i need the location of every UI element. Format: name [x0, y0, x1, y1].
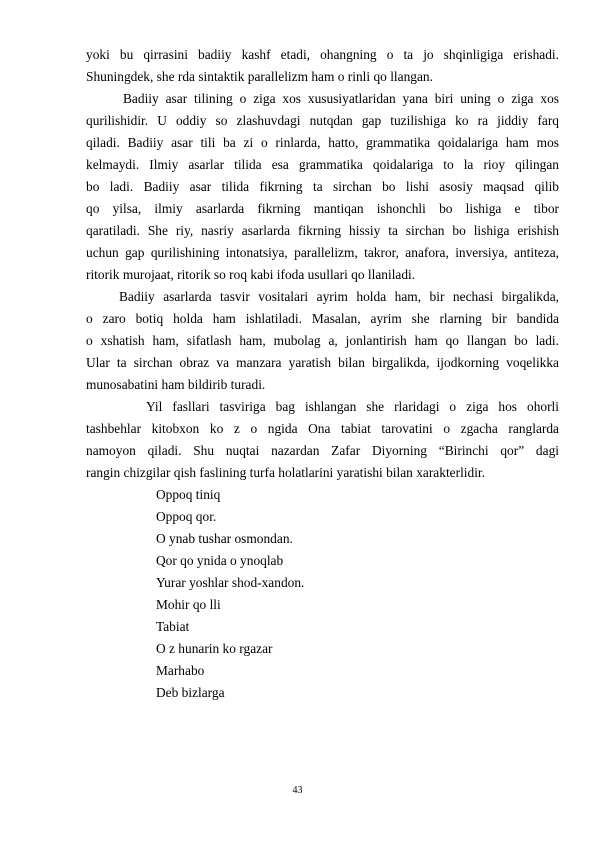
poem-line: Mohir qo lli — [156, 597, 221, 612]
poem-line: Qor qo ynida o ynoqlab — [156, 553, 284, 568]
text-line: yoki bu qirrasini badiiy kashf etadi, ohangning o ta jo shqinligiga erishadi. — [86, 47, 559, 62]
text-line: o xshatish ham, sifatlash ham, mubolag a, jonlantirish ham qo llangan bo ladi. — [86, 333, 559, 348]
text-line: tashbehlar kitobxon ko z o ngida Ona tabiat tarovatini o zgacha ranglarda — [86, 421, 559, 436]
text-line: Ular ta sirchan obraz va manzara yaratish bilan birgalikda, ijodkorning voqelikka — [86, 355, 559, 370]
poem-line: O ynab tushar osmondan. — [156, 531, 293, 546]
text-line: o zaro botiq holda ham ishlatiladi. Masalan, ayrim she rlarning bir bandida — [86, 311, 559, 326]
paragraph-start: Badiiy asarlarda tasvir vositalari ayrim holda ham, bir nechasi birgalikda, — [119, 289, 559, 304]
paragraph-start: Yil fasllari tasviriga bag ishlangan she rlaridagi o ziga hos ohorli — [146, 399, 559, 414]
text-line: qiladi. Badiiy asar tili ba zi o rinlarda, hatto, grammatika qoidalariga ham mos — [86, 135, 559, 150]
text-line: qo yilsa, ilmiy asarlarda fikrning mantiqan ishonchli bo lishiga e tibor — [86, 201, 559, 216]
text-line: Shuningdek, she rda sintaktik parallelizm ham o rinli qo llangan. — [86, 69, 433, 84]
text-line: qaratiladi. She riy, nasriy asarlarda fikrning hissiy ta sirchan bo lishiga erishish — [86, 223, 559, 238]
text-line: ritorik murojaat, ritorik so roq kabi ifoda usullari qo llaniladi. — [86, 267, 416, 282]
text-line: munosabatini ham bildirib turadi. — [86, 377, 266, 392]
poem-line: Tabiat — [156, 619, 190, 634]
text-line: rangin chizgilar qish faslining turfa holatlarini yaratishi bilan xarakterlidir. — [86, 465, 485, 480]
text-line: bo ladi. Badiiy asar tilida fikrning ta sirchan bo lishi asosiy maqsad qilib — [86, 179, 559, 194]
poem-line: Yurar yoshlar shod-xandon. — [156, 575, 305, 590]
text-line: uchun gap qurilishining intonatsiya, parallelizm, takror, anafora, inversiya, antiteza, — [86, 245, 559, 260]
page-number: 43 — [292, 785, 303, 796]
poem-line: O z hunarin ko rgazar — [156, 641, 273, 656]
paragraph-start: Badiiy asar tilining o ziga xos xususiyatlaridan yana biri uning o ziga xos — [123, 91, 559, 106]
poem-line: Oppoq qor. — [156, 509, 217, 524]
poem-line: Deb bizlarga — [156, 685, 225, 700]
poem-line: Oppoq tiniq — [156, 487, 221, 502]
text-line: qurilishidir. U oddiy so zlashuvdagi nutqdan gap tuzilishiga ko ra jiddiy farq — [86, 113, 559, 128]
poem-line: Marhabo — [156, 663, 205, 678]
text-line: kelmaydi. Ilmiy asarlar tilida esa grammatika qoidalariga to la rioy qilingan — [86, 157, 559, 172]
text-line: namoyon qiladi. Shu nuqtai nazardan Zafar Diyorning “Birinchi qor” dagi — [86, 443, 559, 458]
